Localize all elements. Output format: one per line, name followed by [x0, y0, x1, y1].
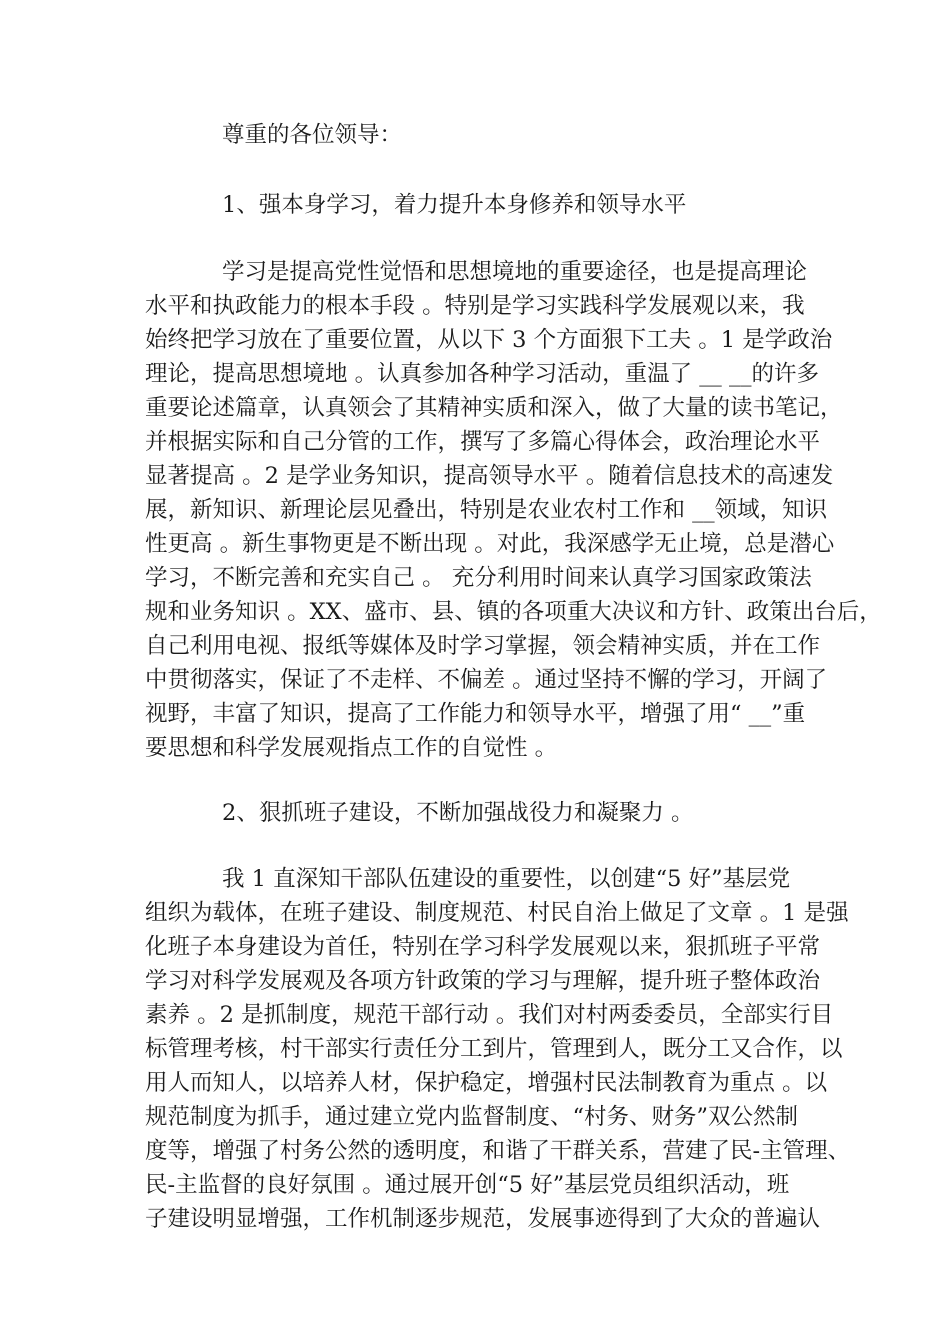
paragraph-line: 用人而知人，以培养人材，保护稳定，增强村民法制教育为重点 。以 [145, 1070, 828, 1096]
paragraph-line: 视野，丰富了知识，提高了工作能力和领导水平，增强了用“ __”重 [145, 701, 806, 727]
paragraph-line: 水平和执政能力的根本手段 。特别是学习实践科学发展观以来，我 [145, 293, 805, 319]
paragraph-line: 自己利用电视、报纸等媒体及时学习掌握，领会精神实质，并在工作 [145, 633, 821, 659]
section-2-heading: 2、狠抓班子建设，不断加强战役力和凝聚力 。 [222, 800, 694, 826]
paragraph-line: 学习是提高党性觉悟和思想境地的重要途径，也是提高理论 [222, 259, 808, 285]
paragraph-line: 规范制度为抓手，通过建立党内监督制度、“村务、财务”双公然制 [145, 1104, 799, 1130]
paragraph-line: 性更高 。新生事物更是不断出现 。对此，我深感学无止境，总是潜心 [145, 531, 835, 557]
paragraph-line: 我 1 直深知干部队伍建设的重要性，以创建“5 好”基层党 [222, 866, 791, 892]
paragraph-line: 学习，不断完善和充实自己 。 充分利用时间来认真学习国家政策法 [145, 565, 812, 591]
paragraph-line: 始终把学习放在了重要位置，从以下 3 个方面狠下工夫 。1 是学政治 [145, 327, 833, 353]
paragraph-line: 化班子本身建设为首任，特别在学习科学发展观以来，狠抓班子平常 [145, 934, 821, 960]
paragraph-line: 学习对科学发展观及各项方针政策的学习与理解，提升班子整体政治 [145, 968, 821, 994]
paragraph-line: 重要论述篇章，认真领会了其精神实质和深入，做了大量的读书笔记， [145, 395, 843, 421]
section-1-heading: 1、强本身学习，着力提升本身修养和领导水平 [222, 192, 687, 218]
paragraph-line: 规和业务知识 。XX、盛市、县、镇的各项重大决议和方针、政策出台后， [145, 599, 882, 625]
paragraph-line: 标管理考核，村干部实行责任分工到片，管理到人，既分工又合作，以 [145, 1036, 843, 1062]
paragraph-line: 素养 。2 是抓制度，规范干部行动 。我们对村两委委员，全部实行目 [145, 1002, 834, 1028]
paragraph-line: 展，新知识、新理论层见叠出，特别是农业农村工作和 __领域，知识 [145, 497, 828, 523]
paragraph-line: 子建设明显增强，工作机制逐步规范，发展事迹得到了大众的普遍认 [145, 1206, 821, 1232]
paragraph-line: 要思想和科学发展观指点工作的自觉性 。 [145, 735, 558, 761]
paragraph-line: 显著提高 。2 是学业务知识，提高领导水平 。随着信息技术的高速发 [145, 463, 834, 489]
salutation: 尊重的各位领导： [222, 122, 403, 148]
paragraph-line: 度等，增强了村务公然的透明度，和谐了干群关系，营建了民-主管理、 [145, 1138, 851, 1164]
paragraph-line: 民-主监督的良好氛围 。通过展开创“5 好”基层党员组织活动，班 [145, 1172, 790, 1198]
paragraph-line: 中贯彻落实，保证了不走样、不偏差 。通过坚持不懈的学习，开阔了 [145, 667, 828, 693]
paragraph-line: 组织为载体，在班子建设、制度规范、村民自治上做足了文章 。1 是强 [145, 900, 849, 926]
paragraph-line: 理论，提高思想境地 。认真参加各种学习活动，重温了 __ __的许多 [145, 361, 819, 387]
paragraph-line: 并根据实际和自己分管的工作，撰写了多篇心得体会，政治理论水平 [145, 429, 821, 455]
